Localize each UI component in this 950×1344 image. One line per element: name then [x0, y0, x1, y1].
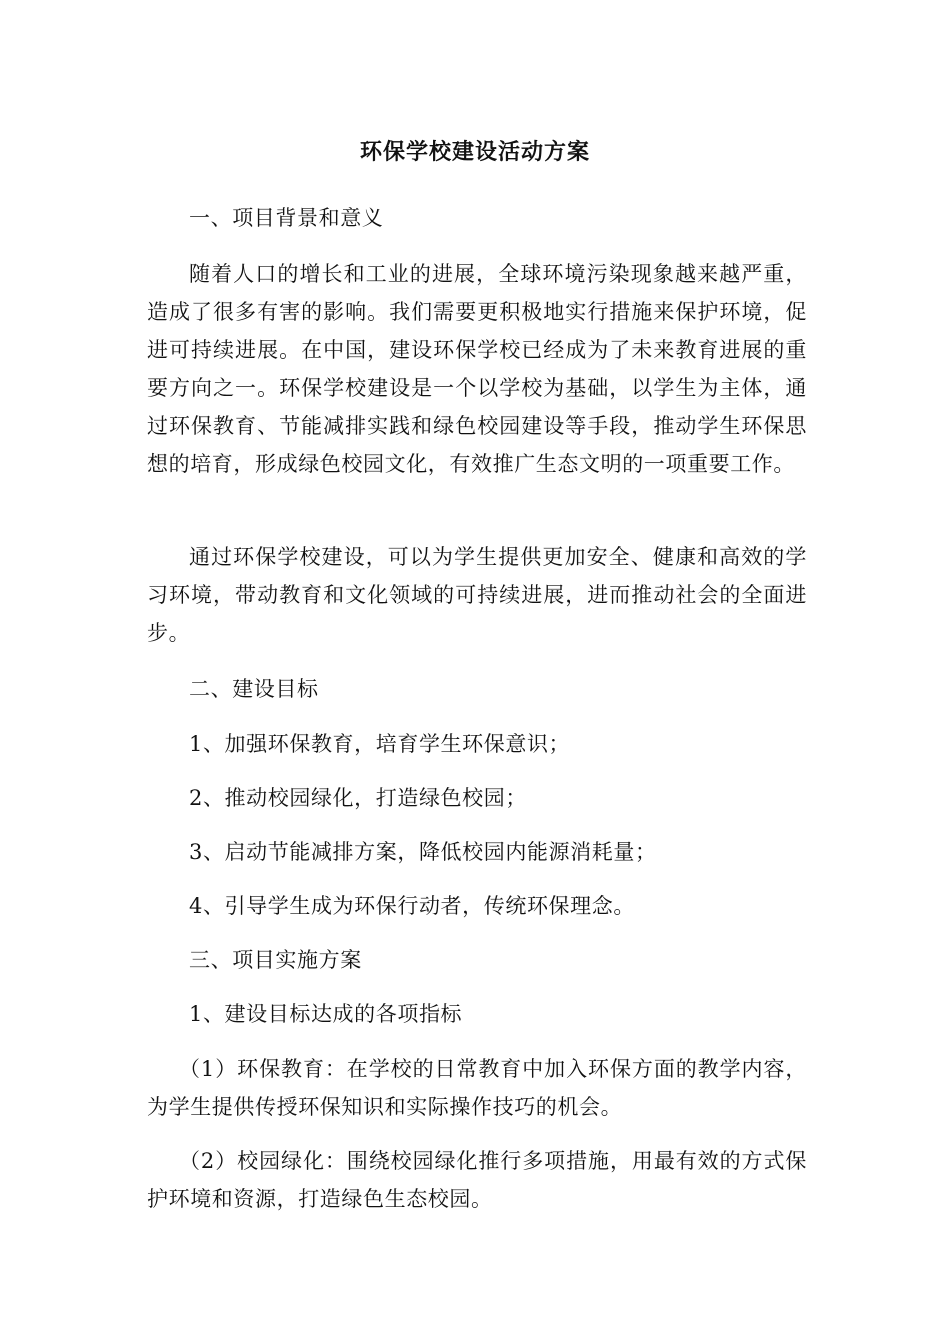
section-heading-plan: 三、项目实施方案 [189, 948, 362, 972]
section-heading-goals: 二、建设目标 [189, 677, 319, 701]
goal-item-2: 2、推动校园绿化，打造绿色校园； [189, 786, 527, 810]
goal-item-3: 3、启动节能减排方案，降低校园内能源消耗量； [189, 840, 657, 864]
goal-item-1: 1、加强环保教育，培育学生环保意识； [189, 732, 571, 756]
plan-subheading-indicators: 1、建设目标达成的各项指标 [189, 1002, 463, 1026]
document-title: 环保学校建设活动方案 [359, 140, 590, 165]
goal-item-4: 4、引导学生成为环保行动者，传统环保理念。 [189, 894, 635, 918]
section-heading-background: 一、项目背景和意义 [189, 206, 384, 230]
plan-item-education: （1）环保教育：在学校的日常教育中加入环保方面的教学内容，为学生提供传授环保知识和实际操作技巧的机会。 [147, 1057, 807, 1119]
paragraph-significance: 通过环保学校建设，可以为学生提供更加安全、健康和高效的学习环境，带动教育和文化领域的可持续进展，进而推动社会的全面进步。 [147, 545, 807, 645]
paragraph-background: 随着人口的增长和工业的进展，全球环境污染现象越来越严重，造成了很多有害的影响。我们需要更积极地实行措施来保护环境，促进可持续进展。在中国，建设环保学校已经成为了未来教育进展的重要方向之一。环保学校建设是一个以学校为基础，以学生为主体，通过环保教育、节能减排实践和绿色校园建设等手段，推动学生环保思想的培育，形成绿色校园文化，有效推广生态文明的一项重要工作。 [147, 262, 807, 476]
plan-item-greening: （2）校园绿化：围绕校园绿化推行多项措施，用最有效的方式保护环境和资源，打造绿色生态校园。 [147, 1149, 807, 1211]
